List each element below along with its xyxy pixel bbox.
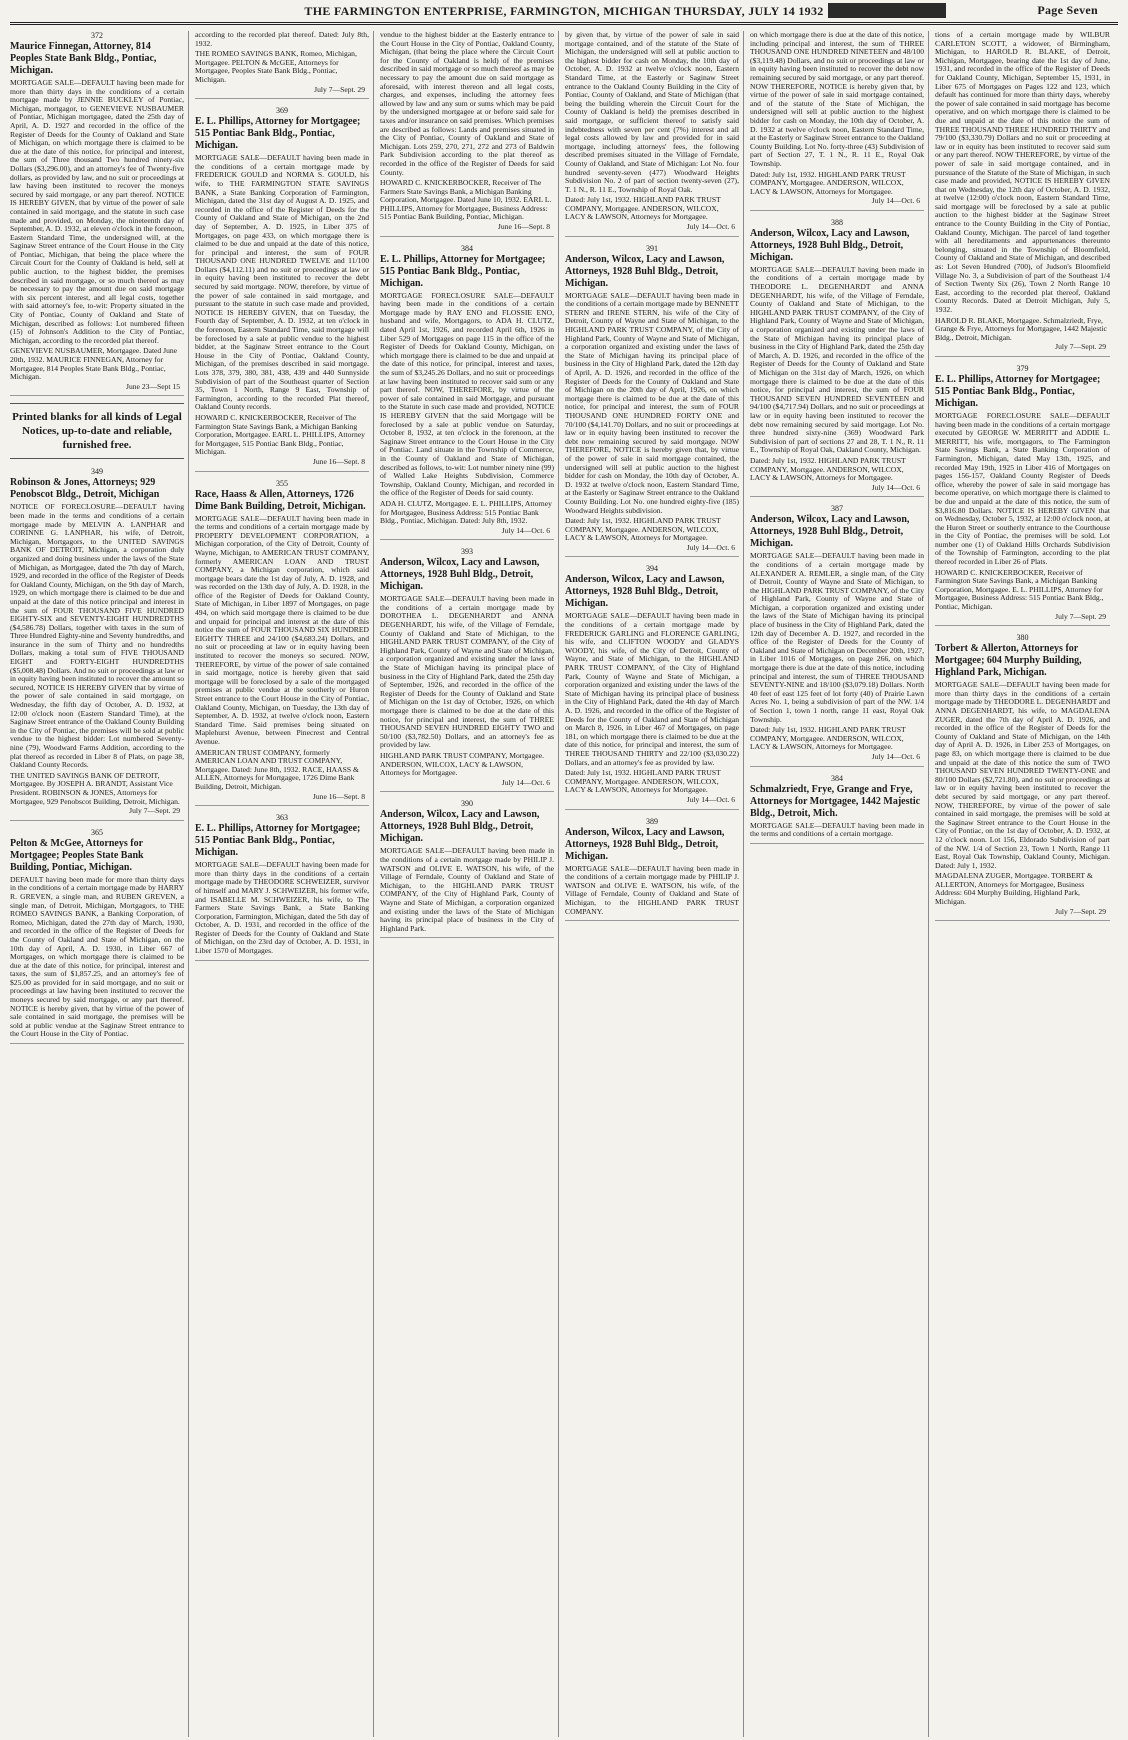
notice-body: by given that, by virtue of the power of sale in said mortgage contained, and of the statute of the State of Michigan, the undersigned will sell at public auction to the highest bidder for cash on Monday, the 10th day of October, A. D. 1932 at twelve o'clock noon, Eastern Standard Time, at the Easterly or Saginaw Street entrance to the Oakland County Building in the City of Pontiac, County of Oakland, and State of Michigan (that being the building wherein the Circuit Court for the County of Oakland is held) the premises described in said mortgage, or sufficient thereof to satisfy said indebtedness with seven per cent (7%) interest and all legal costs allowed by law and provided for in said mortgage, including attorneys' fees, the following described premises situated in the Village of Ferndale, County of Oakland, and State of Michigan: Lot No. four hundred seventy-seven (477) Woodward Heights Subdivision No. 2 of part of section twenty-seven (27), T. 1 N., R. 11 E., Township of Royal Oak. (565, 31, 739, 194)
notice-number: 369 (276, 106, 288, 116)
notice-number: 355 (276, 478, 288, 488)
masthead-title: THE FARMINGTON ENTERPRISE, FARMINGTON, MICHIGAN THURSDAY, JULY 14 1932 (304, 3, 824, 18)
notice-run-dates: June 16—Sept. 8 (312, 456, 365, 466)
notice-body: MORTGAGE SALE—DEFAULT having been made in the conditions of a certain mortgage made by THEODORE L. DEGENHARDT and ANNA DEGENHARDT, his wife, of the Village of Ferndale, County of Oakland and State of Michigan, to the HIGHLAND PARK TRUST COMPANY, of the City of Highland Park, County of Wayne and State of Michigan, a corporation organized and existing under the laws of the State of Michigan having its principal place of business in the City of Highland Park, dated the 25th day of March, A. D. 1926, and recorded in the office of the Register of Deeds for the County of Oakland and State of Michigan on the 31st day of March, 1926, on which mortgage there is claimed to be due at the date of this notice, for principal and interest, the sum of FOUR THOUSAND SEVEN HUNDRED SEVENTEEN and 94/100 ($4,717.94) Dollars, and no suit or proceedings at law or in equity having been instituted to recover the debt now remaining secured by said mortgage. Lot No. three hundred sixty-nine (369) Woodward Park Subdivision of part of sections 27 and 28, T. 1 N., R. 11 E., Township of Royal Oak, Oakland County, Michigan. (750, 264, 924, 455)
notice-run-dates: July 14—Oct. 6 (686, 222, 735, 232)
notice-run-dates: June 23—Sept 15 (126, 381, 180, 391)
notice-signature: HOWARD C. KNICKERBOCKER, Receiver of The Farmers State Savings Bank, a Michigan Banking Corporation, Mortgagee. Dated June 10, 1932. EARL L. PHILLIPS, Attorney for Mortgagee, Business Address: 515 Pontiac Bank Building, Pontiac, Michigan. (380, 178, 552, 222)
notice-number: 365 (91, 827, 103, 837)
notice-number: 390 (461, 799, 473, 809)
notice-run-dates: July 14—Oct. 6 (871, 482, 920, 492)
legal-notice (380, 31, 554, 237)
notice-number: 380 (1016, 633, 1029, 643)
notice-body: on which mortgage there is due at the date of this notice, including principal and interest, the sum of THREE THOUSAND ONE HUNDRED NINETEEN and 48/100 ($3,119.48) Dollars, and no suit or proceedings at law or in equity having been instituted to recover the debt now remaining secured by said mortgage, or any part thereof. NOW THEREFORE, NOTICE is hereby given that, by virtue of the power of sale in said mortgage contained, and of the statute of the State of Michigan, the undersigned will sell at public auction to the highest bidder for cash on Monday, the 10th day of October, A. D. 1932 at twelve o'clock noon, Eastern Standard Time, at the Easterly or Saginaw Street entrance to the Oakland County Building. Lot No. forty-three (43) Subdivision of part of Section 27, T. 1 N., R. 11 E., Royal Oak Township. (750, 31, 924, 168)
notice-body: NOTICE OF FORECLOSURE—DEFAULT having been made in the terms and conditions of a certain mortgage made by MELVIN A. LANPHAR and CORINNE G. LANPHAR, his wife, of Detroit, Michigan, Mortgagors, to the UNITED SAVINGS BANK OF DETROIT, Michigan, a corporation duly organized and doing business under the laws of the State of Michigan, as Mortgagee, dated the 7th day of March, 1929, and recorded in the office of the Register of Deeds for Oakland County, Michigan, on the 9th day of March, 1929, on which mortgage there is claimed to be due and unpaid at the date of this notice principal and interest in the sum of FOUR THOUSAND FIVE HUNDRED EIGHTY-SIX and SEVENTY-EIGHT HUNDREDTHS ($4,586.78) Dollars, together with taxes in the sum of Three Hundred Eighty-nine and Seventy hundredths, and insurance in the sum of Thirty and no hundredths Dollars, making a total sum of FIVE THOUSAND EIGHT and FORTY-EIGHT HUNDREDTHS ($5,008.48) Dollars. And no suit or proceedings at law or in equity having been instituted to recover the amount so secured, NOTICE IS HEREBY GIVEN that by virtue of the power of sale contained in said mortgage, on Wednesday, the fifth day of October, A. D. 1932, at 12:00 o'clock noon (Eastern Standard Time), at the Saginaw Street entrance of the Oakland County Building in the City of Pontiac, the premises will be sold at public vendue to the highest bidder: Lot numbered Seventy-nine (79), Woodward Farms Addition, according to the plat thereof as recorded in Liber 8 of Plats, on page 38, Oakland County Records. (10, 502, 184, 770)
notice-body: according to the recorded plat thereof. Dated: July 8th, 1932. (195, 31, 369, 48)
notice-run-dates: July 7—Sept. 29 (314, 84, 365, 94)
notice-signature: THE ROMEO SAVINGS BANK, Romeo, Michigan, Mortgagee. PELTON & McGEE, Attorneys for Mortgagee, Peoples State Bank Bldg., Pontiac, Michigan. (195, 49, 357, 84)
notice-body: tions of a certain mortgage made by WILBUR CARLETON SCOTT, a widower, of Birmingham, Michigan, to HAROLD R. BLAKE, of Detroit, Michigan, Mortgagee, bearing date the 1st day of June, 1931, and recorded in the office of the Register of Deeds for Oakland County, Michigan, September 15, 1931, in Liber 675 of Mortgages on Pages 122 and 123, which default has continued for more than thirty days, whereby the power of sale contained in said mortgage has become operative, and on which mortgage there is claimed to be due and unpaid at the date of this notice the sum of THREE THOUSAND THREE HUNDRED THIRTY and 79/100 ($3,330.79) Dollars and no suit or proceeding at law or in equity has been instituted to recover said sum or any part thereof. NOW THEREFORE, by virtue of the power of sale in said mortgage contained, and in pursuance of the Statute of the State of Michigan, in such case made and provided, NOTICE IS HEREBY GIVEN that on Wednesday, the 12th day of October, A. D. 1932, at twelve (12:00) o'clock noon, Eastern Standard Time, said mortgage will be foreclosed by a sale at public auction to the highest bidder at the Saginaw Street entrance to the County Building in the City of Pontiac, Oakland County, Michigan. The parcel of land together with all hereditaments and appurtenances thereunto belonging, situated in the Township of Bloomfield, County of Oakland and State of Michigan, and described as: Lot Seven Hundred (700), of Judson's Bloomfield Village No. 3, a Subdivision of part of the Southeast 1/4 of Section Twenty Six (26), Town 2 North Range 10 East, according to the recorded plat thereof, Oakland County Records. Dated at Detroit Michigan, July 5, 1932. (935, 31, 1110, 314)
notice-number: 384 (461, 243, 473, 253)
legal-notice (750, 31, 924, 211)
printed-blanks-ad (10, 403, 184, 459)
column-1 (10, 31, 189, 1737)
legal-notice (10, 31, 184, 396)
notice-heading: Torbert & Allerton, Attorneys for Mortgagee; 604 Murphy Building, Highland Park, Michigan. (935, 643, 1082, 679)
notice-heading: E. L. Phillips, Attorney for Mortgagee; 515 Pontiac Bank Bldg., Pontiac, Michigan. (195, 116, 361, 152)
notice-number: 349 (91, 467, 103, 477)
notice-number: 391 (646, 243, 658, 253)
notice-body: MORTGAGE SALE—DEFAULT having been made in the conditions of a certain mortgage made by FREDERICK GARLING and FLORENCE GARLING, his wife, and CLIFTON WOODY and GLADYS WOODY, his wife, of the City of Detroit, County of Wayne, and State of Michigan, to the HIGHLAND PARK TRUST COMPANY, of the City of Highland Park, County of Wayne and State of Michigan, a corporation organized and existing under the laws of the State of Michigan having its principal place of business in the City of Highland Park, dated the 4th day of March A. D. 1926, and recorded in the office of the Register of Deeds for the County of Oakland and State of Michigan on March 8, 1926, in Liber 467 of Mortgages, on page 181, on which mortgage there is claimed to be due at the date of this notice, for principal and interest, the sum of THREE THOUSAND THIRTY and 22/100 ($3,030.22) Dollars, and an attorney's fee as provided by law. (565, 611, 739, 767)
notice-number: 389 (646, 816, 658, 826)
notice-heading: Anderson, Wilcox, Lacy and Lawson, Attorneys, 1928 Buhl Bldg., Detroit, Michigan. (565, 253, 725, 289)
notice-heading: Maurice Finnegan, Attorney, 814 Peoples State Bank Bldg., Pontiac, Michigan. (10, 41, 157, 76)
legal-notice (195, 479, 369, 807)
masthead (10, 0, 1118, 25)
legal-notice (565, 564, 739, 809)
notice-number: 363 (276, 813, 288, 823)
masthead-ink-blot (828, 3, 946, 18)
legal-notice (935, 364, 1110, 626)
notice-run-dates: July 7—Sept. 29 (129, 806, 180, 816)
legal-notice (195, 31, 369, 99)
notice-body: MORTGAGE SALE—DEFAULT having been made for more than thirty days in the conditions of a certain mortgage made by THEODORE SCHWEIZER, survivor of himself and MARY J. SCHWEIZER, his former wife, and ISABELLE M. SCHWEIZER, his wife, to The Farmers State Savings Bank, a State Banking Corporation, Farmington, Michigan, dated the 5th day of October, A. D. 1931, and recorded in the office of the Register of Deeds for the County of Oakland and State of Michigan, on the 23rd day of October, A. D. 1931, in Liber 1570 of Mortgages. (195, 860, 369, 956)
notice-run-dates: June 16—Sept. 8 (312, 791, 365, 801)
legal-notice (750, 218, 924, 497)
notice-signature: GENEVIEVE NUSBAUMER, Mortgagee. Dated June 20th, 1932. MAURICE FINNEGAN, Attorney for Mortgagee, 814 Peoples State Bank Bldg., Pontiac, Michigan. (10, 346, 178, 382)
notice-signature: Dated: July 1st, 1932. HIGHLAND PARK TRUST COMPANY, Mortgagee. ANDERSON, WILCOX, LACY & LAWSON, Attorneys for Mortgagee. (565, 516, 721, 543)
notice-signature: Dated: July 1st, 1932. HIGHLAND PARK TRUST COMPANY, Mortgagee. ANDERSON, WILCOX, LACY & LAWSON, Attorneys for Mortgagee. (565, 768, 721, 795)
legal-notice (380, 244, 554, 541)
notice-number: 379 (1016, 363, 1029, 373)
notice-body: DEFAULT having been made for more than thirty days in the conditions of a certain mortgage made by HARRY R. GREVEN, a single man, and RUBEN GREVEN, a single man, of Detroit, Michigan, Mortgagors, to THE ROMEO SAVINGS BANK, a Banking Corporation, of Romeo, Michigan, dated the 27th day of March, 1930, and recorded in the office of the Register of Deeds for the County of Oakland and State of Michigan, on the 10th day of April, A. D. 1930, in Liber 667 of Mortgages, on which mortgage there is claimed to be due at the date of this notice, for principal, interest and taxes, the sum of $1,857.25, and an attorney's fee of $25.00 as provided for in said mortgage, and no suit or proceedings at law having been instituted to recover the moneys secured by said mortgage, or any part thereof. NOTICE is hereby given, that by virtue of the power of sale contained in said mortgage, the premises will be sold at public vendue at the Saginaw Street entrance to the Court House in the City of Pontiac. (10, 874, 184, 1039)
notice-number: 394 (646, 564, 658, 574)
notice-body: MORTGAGE SALE—DEFAULT having been made in the conditions of a certain mortgage made by PHILIP J. WATSON and OLIVE E. WATSON, his wife, of the Village of Ferndale, County of Oakland and State of Michigan, to the HIGHLAND PARK TRUST COMPANY. (565, 863, 739, 916)
notice-signature: Dated: July 1st, 1932. HIGHLAND PARK TRUST COMPANY, Mortgagee. ANDERSON, WILCOX, LACY & LAWSON, Attorneys for Mortgagee. (750, 455, 906, 483)
legal-notice (750, 774, 924, 844)
notice-number: 372 (91, 31, 103, 40)
legal-notice (10, 828, 184, 1044)
notice-run-dates: July 14—Oct. 6 (501, 777, 550, 787)
notice-signature: Dated: July 1st, 1932. HIGHLAND PARK TRUST COMPANY, Mortgagee. ANDERSON, WILCOX, LACY & LAWSON, Attorneys for Mortgagee. (750, 725, 906, 752)
legal-notice (380, 547, 554, 792)
notice-body: vendue to the highest bidder at the Easterly entrance to the Court House in the City of Pontiac, Oakland County, Michigan, (that being the place where the Circuit Court for the County of Oakland is held) of the premises described in said mortgage or so much thereof as may be necessary to pay the amount due on said mortgage as aforesaid, with interest thereon and all legal costs, charges, and expenses, including the attorney fees allowed by law and any sum or sums which may be paid by the undersigned mortgagee at or before said sale for taxes and/or insurance on said premises. Which premises are described as follows: Lands and premises situated in the City of Pontiac, County of Oakland and State of Michigan. Lots 259, 270, 271, 272 and 273 of Baldwin Park Subdivision according to the plat thereof as recorded in the office of the Register of Deeds for said County. (380, 31, 554, 177)
notice-heading: Anderson, Wilcox, Lacy and Lawson, Attorneys, 1928 Buhl Bldg., Detroit, Michigan. (380, 557, 540, 593)
ad-text: Printed blanks for all kinds of Legal Notices, up-to-date and reliable, furnished free. (12, 411, 182, 452)
notice-signature: HOWARD C. KNICKERBOCKER, Receiver of The Farmington State Savings Bank, a Michigan Banking Corporation, Mortgagee. EARL L. PHILLIPS, Attorney for Mortgagee, 515 Pontiac Bank Bldg., Pontiac, Michigan. (195, 412, 365, 457)
notice-run-dates: July 7—Sept. 29 (1055, 906, 1106, 916)
column-5 (750, 31, 929, 1737)
notice-run-dates: July 7—Sept. 29 (1055, 342, 1106, 352)
legal-notice (565, 817, 739, 922)
notice-body: MORTGAGE SALE—DEFAULT having been made in the conditions of a certain mortgage made by BENNETT STERN and IRENE STERN, his wife of the City of Detroit, County of Wayne and State of Michigan, to the HIGHLAND PARK TRUST COMPANY, of the City of Highland Park, County of Wayne and State of Michigan, a corporation organized and existing under the laws of the State of Michigan having its principal place of business in the City of Highland Park, dated the 12th day of April, A. D. 1926, and recorded in the office of the Register of Deeds for the County of Oakland and State of Michigan on the 20th day of April, 1926, on which mortgage there is claimed to be due at the date of this notice, for principal and interest, the sum of FOUR THOUSAND ONE HUNDRED FORTY ONE and 70/100 ($4,141.70) Dollars, and no suit or proceedings at law or in equity having been instituted to recover the debt now remaining secured by said mortgage. NOW THEREFORE, NOTICE is hereby given that, by virtue of the power of sale in said mortgage contained, the undersigned will sell at public auction to the highest bidder for cash on Monday, the 10th day of October, A. D. 1932 at twelve o'clock noon, Eastern Standard Time, at the Easterly or Saginaw Street entrance to the Oakland County Building. Lot No. one hundred eighty-five (185) Woodward Heights subdivision. (565, 290, 739, 515)
notice-signature: Dated: July 1st, 1932. HIGHLAND PARK TRUST COMPANY, Mortgagee. ANDERSON, WILCOX, LACY & LAWSON, Attorneys for Mortgagee. (565, 195, 721, 222)
notice-signature: MAGDALENA ZUGER, Mortgagee. TORBERT & ALLERTON, Attorneys for Mortgagee, Business Address: 604 Murphy Building, Highland Park, Michigan. (935, 871, 1093, 907)
notice-run-dates: July 14—Oct. 6 (501, 525, 550, 535)
column-4 (565, 31, 744, 1737)
notice-run-dates: July 14—Oct. 6 (686, 794, 735, 804)
notice-heading: Robinson & Jones, Attorneys; 929 Penobscot Bldg., Detroit, Michigan (10, 477, 160, 501)
legal-notice (750, 504, 924, 766)
notice-signature: HIGHLAND PARK TRUST COMPANY, Mortgagee. ANDERSON, WILCOX, LACY & LAWSON, Attorneys for Mortgagee. (380, 750, 544, 778)
notice-body: MORTGAGE SALE—DEFAULT having been made for more than thirty days in the conditions of a certain mortgage made by JENNIE BUCKLEY of Pontiac, Michigan, mortgagor, to GENEVIEVE NUSBAUMER of Pontiac, Michigan mortgagee, dated the 25th day of April, A. D. 1927 and recorded in the office of the Register of Deeds for the County of Oakland and State of Michigan, on which mortgage there is claimed to be due at the date of this notice, for principal and interest, the sum of Three thousand Two hundred ninety-six Dollars ($3,296.00), and an attorney's fee of Twenty-five dollars, as provided by law, and no suit or proceedings at law having been instituted to recover the moneys secured by said mortgage, or any part thereof. NOTICE IS HEREBY GIVEN, that by virtue of the power of sale contained in said mortgage, and the statute in such case made and provided, on Monday, the nineteenth day of September, A. D. 1932, at eleven o'clock in the forenoon, Eastern Standard Time, the undersigned will, at the Saginaw Street entrance of the Court House in the City of Pontiac, Michigan, that being the place where the Circuit Court for the County of Oakland is held, sell at public auction, to the highest bidder, the premises described in said mortgage, or so much thereof as may be necessary to pay the amount due on said mortgage with six percent interest, and all legal costs, together with said attorney's fee, to-wit: Property situated in the City of Pontiac, County of Oakland and State of Michigan, described as follows: Lot numbered fifteen (15) of Johnson's Addition to the City of Pontiac, Michigan, according to the recorded plat thereof. (10, 78, 184, 345)
notice-heading: E. L. Phillips, Attorney for Mortgagee; 515 Pontiac Bank Bldg., Pontiac, Michigan. (380, 253, 546, 289)
legal-notice (195, 813, 369, 961)
legal-notice (565, 31, 739, 237)
notice-heading: Pelton & McGee, Attorneys for Mortgagee; Peoples State Bank Building, Pontiac, Michigan. (10, 837, 144, 873)
notice-signature: HOWARD C. KNICKERBOCKER, Receiver of Farmington State Savings Bank, a Michigan Banking Corporation, Mortgagee. E. L. PHILLIPS, Attorney for Mortgagee, Business Address: 515 Pontiac Bank Bldg., Pontiac, Michigan. (935, 567, 1104, 612)
notice-body: MORTGAGE SALE—DEFAULT having been made in the terms and conditions of a certain mortgage made by PROPERTY DEVELOPMENT CORPORATION, a Michigan corporation, of the City of Detroit, County of Wayne, Michigan, to AMERICAN TRUST COMPANY, formerly AMERICAN LOAN AND TRUST COMPANY, a Michigan corporation, which said mortgage bears date the 1st day of July, A. D. 1928, and was recorded on the 13th day of July, A. D. 1928, in the office of the Register of Deeds for Oakland County, State of Michigan, in Liber 1897 of Mortgages, on page 494, on which said mortgage there is claimed to be due and unpaid for principal and interest at the date of this notice the sum of FOUR THOUSAND SIX HUNDRED EIGHTY THREE and 24/100 ($4,683.24) Dollars, and no suit or proceeding at law or in equity having been instituted to recover the moneys so secured. NOW, THEREFORE, by virtue of the power of sale contained in said mortgage, notice is hereby given that said mortgage will be foreclosed by a sale of the mortgaged premises at public vendue at the southerly or Huron Street entrance to the Court House in the City of Pontiac, Oakland County, Michigan, on Tuesday, the 13th day of September, A. D. 1932, at twelve o'clock noon, Eastern Standard Time. Said premises being situated on Maplehurst Avenue, between Pinecrest and Central Avenue. (195, 513, 369, 746)
notice-body: MORTGAGE SALE—DEFAULT having been made in the conditions of a certain mortgage made by PHILIP J. WATSON and OLIVE E. WATSON, his wife, of the Village of Ferndale, County of Oakland and State of Michigan, to the HIGHLAND PARK TRUST COMPANY, of the City of Highland Park, County of Wayne and State of Michigan, a corporation organized and existing under the laws of the State of Michigan having its principal place of business in the City of Highland Park. (380, 846, 554, 933)
notice-body: MORTGAGE SALE—DEFAULT having been made in the conditions of a certain mortgage made by ALEXANDER A. REMLER, a single man, of the City of Detroit, County of Wayne and State of Michigan, to the HIGHLAND PARK TRUST COMPANY, of the City of Highland Park, County of Wayne and State of Michigan, a corporation organized and existing under the laws of the State of Michigan having its principal place of business in the City of Highland Park, dated the 12th day of December A. D. 1927, and recorded in the office of the Register of Deeds for the County of Oakland and State of Michigan on December 20th, 1927, in Liber 1016 of Mortgages, on page 266, on which mortgage there is due at the date of this notice, including principal and interest, the sum of THREE THOUSAND SEVENTY-NINE and 18/100 ($3,079.18) Dollars. North 40 feet of east 125 feet of lot forty (40) of Prairie Lawn Acres No. 1, being a subdivision of part of the NW. 1/4 of Section 1, town 1 north, range 11 east, Royal Oak Township. (750, 551, 924, 724)
column-3 (380, 31, 559, 1737)
notice-body: MORTGAGE FORECLOSURE SALE—DEFAULT having been made in the conditions of a certain mortgage executed by GEORGE W. MERRITT and ADDIE L. MERRITT, his wife, mortgagors, to The Farmington State Savings Bank, a State Banking Corporation of Farmington, Michigan, dated May 13th, 1925, and recorded May 19th, 1925 in Liber 416 of Mortgages on pages 156-157, Oakland County Register of Deeds office, whereby the power of sale in said mortgage has become operative, on which mortgage there is claimed to be due and unpaid at the date of this notice, the sum of $3,816.80 Dollars. NOTICE IS HEREBY GIVEN that on Wednesday, October 5, 1932, at 12:00 o'clock noon, at the Huron Street or southerly entrance to the Courthouse in the City of Pontiac, the premises will be sold. Lot number one (1) of Oakland Hills Orchards Subdivision of the Township of Farmington, according to the plat thereof recorded in Liber 26 of Plats. (935, 410, 1110, 567)
legal-notice (935, 633, 1110, 921)
notice-body: MORTGAGE SALE—DEFAULT having been made for more than thirty days in the conditions of a certain mortgage made by THEODORE L. DEGENHARDT and ANNA DEGENHARDT, his wife, to MAGDALENA ZUGER, dated the 7th day of April A. D. 1926, and recorded in the office of the Register of Deeds for the County of Oakland and State of Michigan, on the 14th day of April A. D. 1926, in Liber 253 of Mortgages, on page 83, on which mortgage there is claimed to be due and unpaid at the date of this notice the sum of TWO THOUSAND SEVEN HUNDRED TWENTY-ONE and 80/100 Dollars ($2,721.80), and no suit or proceedings at law or in equity having been instituted to recover the debt secured by said mortgage, or any part thereof. NOW, THEREFORE, by virtue of the power of sale contained in said mortgage, the premises will be sold at the Saginaw Street entrance to the Court House in the City of Pontiac, on the 1st day of October, A. D. 1932, at 12 o'clock noon. Lot 156, Eldorado Subdivision of part of the NW. 1/4 of Section 23, Town 1 North, Range 11 East, Royal Oak Township, Oakland County, Michigan. Dated: July 1, 1932. (935, 680, 1110, 870)
notice-heading: Anderson, Wilcox, Lacy and Lawson, Attorneys, 1928 Buhl Bldg., Detroit, Michigan. (750, 227, 910, 263)
legal-notice-columns (10, 25, 1118, 1737)
notice-heading: Schmalzriedt, Frye, Grange and Frye, Attorneys for Mortgagee, 1442 Majestic Bldg., Detroit, Mich. (750, 783, 921, 819)
notice-run-dates: June 16—Sept. 8 (497, 222, 550, 232)
notice-signature: ADA H. CLUTZ, Mortgagee. E. L. PHILLIPS, Attorney for Mortgagee, Business Address: 515 Pontiac Bank Bldg., Pontiac, Michigan. Dated: July 8th, 1932. (380, 498, 552, 526)
notice-heading: Anderson, Wilcox, Lacy and Lawson, Attorneys, 1928 Buhl Bldg., Detroit, Michigan. (380, 809, 540, 845)
notice-signature: AMERICAN TRUST COMPANY, formerly AMERICAN LOAN AND TRUST COMPANY, Mortgagee. Dated: June 8th, 1932. RACE, HAASS & ALLEN, Attorneys for Mortgagee, 1726 Dime Bank Building, Detroit, Michigan. (195, 747, 359, 791)
page-number: Page Seven (1037, 3, 1098, 17)
notice-heading: Anderson, Wilcox, Lacy and Lawson, Attorneys, 1928 Buhl Bldg., Detroit, Michigan. (565, 826, 725, 862)
notice-number: 387 (831, 504, 843, 514)
notice-run-dates: July 7—Sept. 29 (1055, 611, 1106, 621)
notice-body: MORTGAGE SALE—DEFAULT having been made in the conditions of a certain mortgage made by FREDERICK GOULD and NORMA S. GOULD, his wife, to THE FARMINGTON STATE SAVINGS BANK, a State Banking Corporation of Farmington, Michigan, dated the 31st day of August A. D. 1925, and recorded in the office of the Register of Deeds for the County of Oakland and State of Michigan, on the 2nd day of September, A. D. 1925, in Liber 375 of Mortgages, on page 433, on which mortgage there is claimed to be due and unpaid at the date of this notice, for principal and interest, the sum of FOUR THOUSAND ONE HUNDRED TWELVE and 11/100 Dollars ($4,112.11) and no suit or proceedings at law or in equity having been instituted to recover the debt secured by said mortgage. NOW, therefore, by virtue of the power of sale contained in said mortgage, and pursuant to the statute in such case made and provided, NOTICE IS HEREBY GIVEN, that on Tuesday, the Fourth day of September, A. D. 1932, at ten o'clock in the forenoon, Eastern Standard Time, said mortgage will be foreclosed by a sale at public vendue to the highest bidder, at the Saginaw Street entrance to the Court House in the City of Pontiac, Oakland County, Michigan, of the premises described in said mortgage. Lots 378, 379, 380, 381, 438, 439 and 440 Sunnyside Subdivision of part of the Southeast quarter of Section 35, Town 1 North, Range 9 East, Township of Farmington, according to the recorded Plat thereof, Oakland County records. (195, 153, 369, 412)
notice-body: MORTGAGE SALE—DEFAULT having been made in the conditions of a certain mortgage made by DOROTHEA L. DEGENHARDT and ANNA DEGENHARDT, his wife, of the Village of Ferndale, County of Oakland and State of Michigan, to the HIGHLAND PARK TRUST COMPANY, of the City of Highland Park, County of Wayne and State of Michigan, a corporation organized and existing under the laws of the State of Michigan having its principal place of business in the City of Highland Park, dated the 25th day of September, 1926, and recorded in the office of the Register of Deeds for the County of Oakland and State of Michigan on the 1st day of October, 1926, on which mortgage there is claimed to be due at the date of this notice, for principal and interest, the sum of THREE THOUSAND SEVEN HUNDRED EIGHTY TWO and 50/100 ($3,782.50) Dollars, and an attorney's fee as provided by law. (380, 594, 554, 750)
notice-number: 388 (831, 217, 843, 227)
legal-notice (195, 106, 369, 471)
notice-signature: Dated: July 1st, 1932. HIGHLAND PARK TRUST COMPANY, Mortgagee. ANDERSON, WILCOX, LACY & LAWSON, Attorneys for Mortgagee. (750, 169, 906, 196)
notice-heading: E. L. Phillips, Attorney for Mortgagee; 515 Pontiac Bank Bldg., Pontiac, Michigan. (935, 373, 1101, 409)
notice-run-dates: July 14—Oct. 6 (871, 196, 920, 206)
notice-body: MORTGAGE FORECLOSURE SALE—DEFAULT having been made in the conditions of a certain Mortgage made by RAY ENO and FLOSSIE ENO, husband and wife, Mortgagors, to ADA H. CLUTZ, dated April 1st, 1926, and recorded April 6th, 1926 in Liber 529 of Mortgages on page 115 in the office of the Register of Deeds for Oakland County, Michigan, on which mortgage there is claimed to be due and unpaid at the date of this notice, for principal, interest and taxes, the sum of $3,245.26 Dollars, and no suit or proceedings at law having been instituted to recover said sum or any part thereof. NOW, THEREFORE, by virtue of the power of sale contained in said Mortgage, and pursuant to the Statute in such case made and provided, NOTICE IS HEREBY GIVEN that the said Mortgage will be foreclosed by a sale at public vendue on Saturday, October 8, 1932, at ten o'clock in the forenoon, at the Saginaw Street entrance to the Court House in the City of Pontiac. Land situate in the Township of Commerce, in the County of Oakland and State of Michigan, described as follows, to-wit: Lot number ninety nine (99) of Walled Lake Heights Subdivision, Commerce Township, Oakland County, Michigan, and recorded in the office of the Register of Deeds for said county. (380, 290, 554, 498)
notice-heading: Race, Haass & Allen, Attorneys, 1726 Dime Bank Building, Detroit, Michigan. (195, 488, 366, 512)
legal-notice (380, 799, 554, 938)
notice-signature: HAROLD R. BLAKE, Mortgagee. Schmalzriedt, Frye, Grange & Frye, Attorneys for Mortgagee, 1442 Majestic Bldg., Detroit, Michigan. (935, 315, 1107, 342)
notice-heading: Anderson, Wilcox, Lacy and Lawson, Attorneys, 1928 Buhl Bldg., Detroit, Michigan. (565, 574, 725, 610)
column-6 (935, 31, 1114, 1737)
notice-signature: THE UNITED SAVINGS BANK OF DETROIT, Mortgagee. By JOSEPH A. BRANDT, Assistant Vice President. ROBINSON & JONES, Attorneys for Mortgagee, 929 Penobscot Building, Detroit, Michigan. (10, 770, 180, 806)
notice-run-dates: July 14—Oct. 6 (871, 751, 920, 761)
notice-number: 393 (461, 547, 473, 557)
notice-number: 384 (831, 773, 843, 783)
legal-notice (10, 467, 184, 820)
legal-notice (935, 31, 1110, 357)
notice-body: MORTGAGE SALE—DEFAULT having been made in the terms and conditions of a certain mortgage. (750, 820, 924, 839)
column-2 (195, 31, 374, 1737)
notice-heading: Anderson, Wilcox, Lacy and Lawson, Attorneys, 1928 Buhl Bldg., Detroit, Michigan. (750, 514, 910, 550)
legal-notice (565, 244, 739, 558)
notice-heading: E. L. Phillips, Attorney for Mortgagee; 515 Pontiac Bank Bldg., Pontiac, Michigan. (195, 823, 361, 859)
notice-run-dates: July 14—Oct. 6 (686, 542, 735, 552)
